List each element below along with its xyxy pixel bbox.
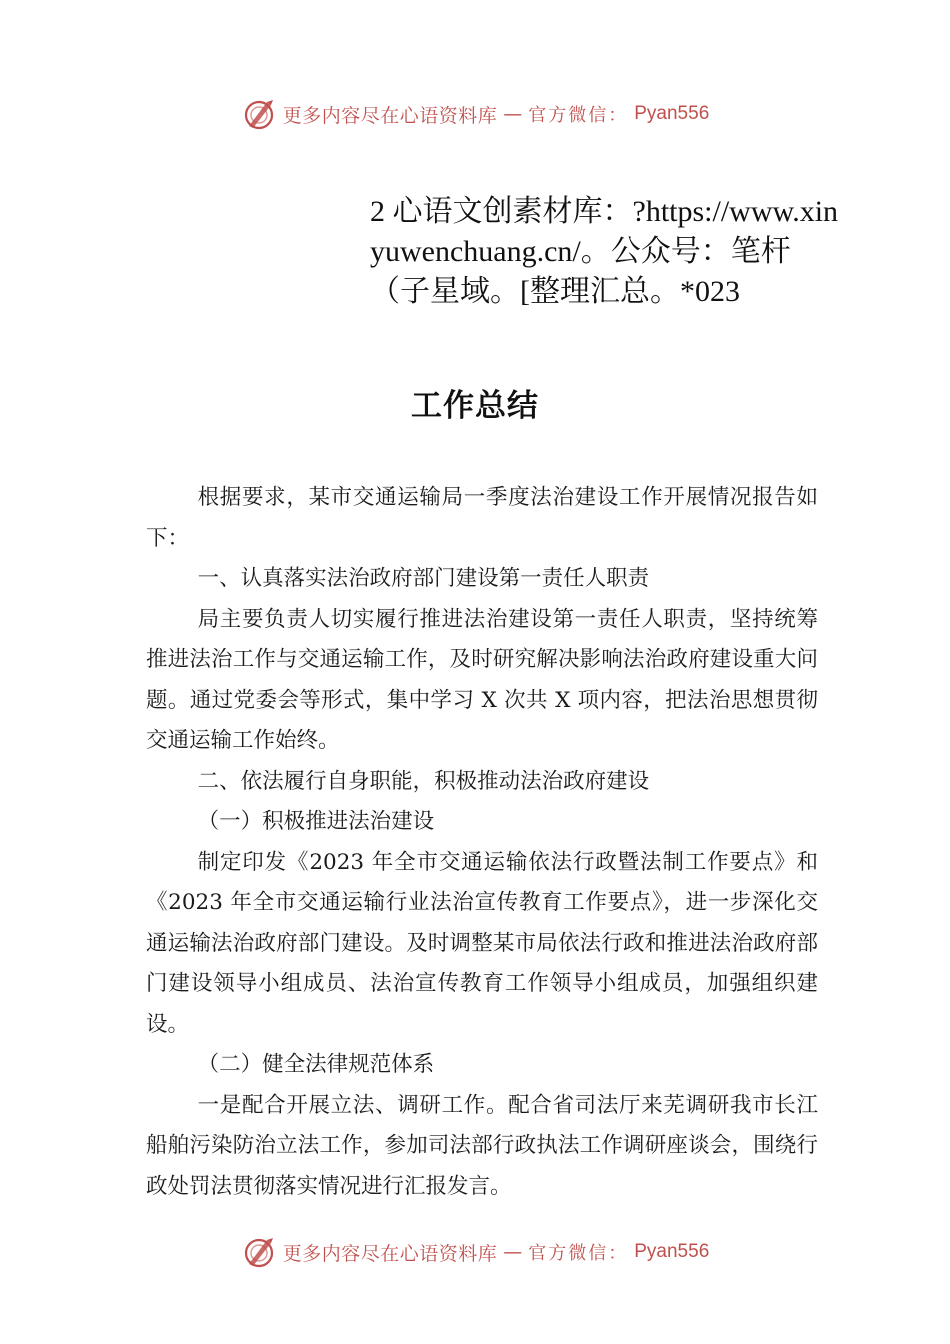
subheading-2-2: （二）健全法律规范体系: [197, 1052, 435, 1077]
watermark-text: 更多内容尽在心语资料库: [282, 1242, 498, 1265]
pen-logo-icon: [241, 96, 277, 132]
paragraph-2-2: 一是配合开展立法、调研工作。配合省司法厅来芜调研我市长江船舶污染防治立法工作，参加司法部行政执法工作调研座谈会，围绕行政处罚法贯彻落实情况进行汇报发言。: [146, 1092, 818, 1199]
document-title: 工作总结: [411, 388, 539, 424]
heading-section-1: 一、认真落实法治政府部门建设第一责任人职责: [197, 566, 650, 591]
watermark-wechat-label: 官方微信：: [528, 1243, 629, 1264]
watermark-dash: —: [503, 103, 523, 125]
watermark-top: [0, 94, 950, 134]
watermark-bottom: [0, 1232, 950, 1272]
subheading-2-1: （一）积极推进法治建设: [197, 809, 435, 834]
watermark-wechat-id: Pyan556: [634, 1241, 710, 1262]
watermark-wechat-label: 官方微信：: [528, 105, 629, 126]
pen-logo-icon: [241, 1234, 277, 1270]
watermark-wechat-id: Pyan556: [634, 103, 710, 124]
heading-section-2: 二、依法履行自身职能，积极推动法治政府建设: [197, 768, 650, 794]
watermark-dash: —: [503, 1241, 523, 1263]
header-source-note: 2 心语文创素材库：?https://www.xinyuwenchuang.cn/。公众号：笔杆（子星域。[整理汇总。*023: [370, 195, 839, 308]
document-body: [146, 478, 818, 1207]
paragraph-section-1: 局主要负责人切实履行推进法治建设第一责任人职责，坚持统筹推进法治工作与交通运输工作，及时研究解决影响法治政府建设重大问题。通过党委会等形式，集中学习 X 次共 X 项内容，把法治思想贯彻交通运输工作始终。: [146, 606, 818, 753]
paragraph-2-1: 制定印发《2023 年全市交通运输依法行政暨法制工作要点》和《2023 年全市交通运输行业法治宣传教育工作要点》，进一步深化交通运输法治政府部门建设。及时调整某市局依法行政和推进法治政府部门建设领导小组成员、法治宣传教育工作领导小组成员，加强组织建设。: [146, 849, 818, 1037]
paragraph-intro: 根据要求，某市交通运输局一季度法治建设工作开展情况报告如下：: [146, 485, 818, 551]
watermark-text: 更多内容尽在心语资料库: [282, 104, 498, 127]
